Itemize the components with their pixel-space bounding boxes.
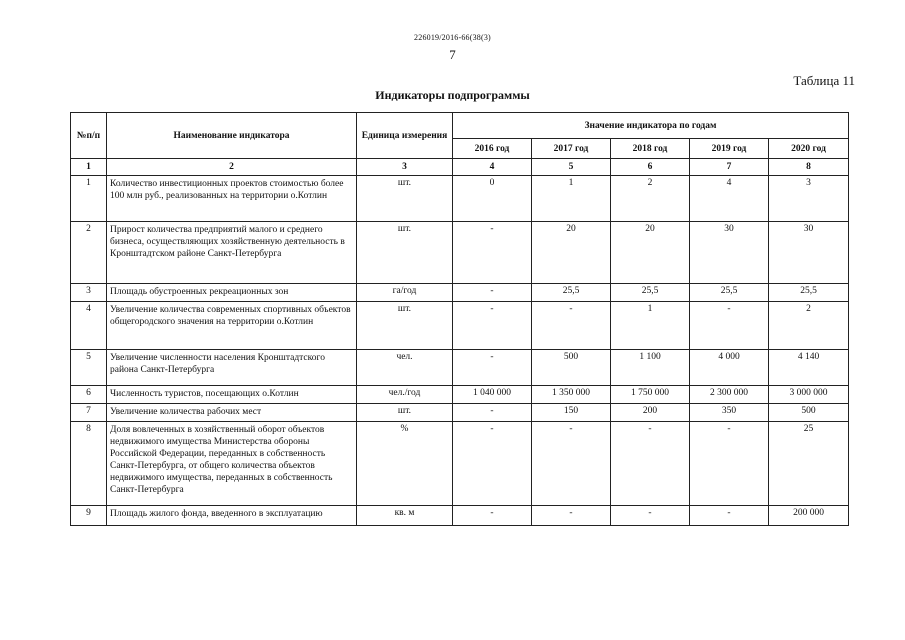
row-num: 2 (71, 222, 107, 284)
header-values-group: Значение индикатора по годам (453, 113, 849, 139)
row-num: 3 (71, 284, 107, 302)
value-cell: 4 000 (690, 350, 769, 386)
indicator-unit: чел. (357, 350, 453, 386)
header-year: 2016 год (453, 139, 532, 159)
value-cell: 2 300 000 (690, 386, 769, 404)
value-cell: - (611, 506, 690, 526)
indicator-name: Площадь жилого фонда, введенного в эксплуатацию (107, 506, 357, 526)
page-number: 7 (449, 47, 456, 62)
value-cell: 500 (769, 404, 849, 422)
value-cell: 1 (532, 176, 611, 222)
table-row (71, 284, 849, 302)
indicator-name: Доля вовлеченных в хозяйственный оборот объектов недвижимого имущества Министерства обороны Российской Федерации, переданных в собственность Санкт-Петербурга, от общего количества объектов недвижимого имущества, переданных в собственность Санкт-Петербурга (107, 422, 357, 506)
value-cell: 1 750 000 (611, 386, 690, 404)
value-cell: 25,5 (769, 284, 849, 302)
value-cell: 2 (769, 302, 849, 350)
row-num: 5 (71, 350, 107, 386)
column-index-row (71, 159, 849, 176)
table-row (71, 422, 849, 506)
indicator-name: Численность туристов, посещающих о.Котлин (107, 386, 357, 404)
value-cell: 1 (611, 302, 690, 350)
value-cell: - (690, 302, 769, 350)
header-unit: Единица измерения (357, 113, 453, 159)
indicator-name: Площадь обустроенных рекреационных зон (107, 284, 357, 302)
header-year: 2018 год (611, 139, 690, 159)
value-cell: - (453, 422, 532, 506)
indicator-unit: шт. (357, 302, 453, 350)
value-cell: 20 (532, 222, 611, 284)
table-label: Таблица 11 (793, 73, 855, 88)
value-cell: - (690, 422, 769, 506)
table-row (71, 404, 849, 422)
index-cell: 4 (453, 159, 532, 176)
table-row (71, 386, 849, 404)
indicator-unit: га/год (357, 284, 453, 302)
indicator-unit: кв. м (357, 506, 453, 526)
value-cell: - (453, 284, 532, 302)
indicator-name: Увеличение численности населения Кронштадтского района Санкт-Петербурга (107, 350, 357, 386)
header-year: 2017 год (532, 139, 611, 159)
indicator-unit: % (357, 422, 453, 506)
indicator-name: Увеличение количества рабочих мест (107, 404, 357, 422)
indicators-table (70, 112, 849, 526)
value-cell: - (453, 506, 532, 526)
index-cell: 6 (611, 159, 690, 176)
header-year: 2020 год (769, 139, 849, 159)
index-cell: 1 (71, 159, 107, 176)
value-cell: 3 000 000 (769, 386, 849, 404)
index-cell: 8 (769, 159, 849, 176)
row-num: 1 (71, 176, 107, 222)
index-cell: 5 (532, 159, 611, 176)
indicator-name: Увеличение количества современных спортивных объектов общегородского значения на территории о.Котлин (107, 302, 357, 350)
value-cell: 4 (690, 176, 769, 222)
value-cell: - (690, 506, 769, 526)
value-cell: - (611, 422, 690, 506)
page-title: Индикаторы подпрограммы (375, 88, 530, 102)
row-num: 4 (71, 302, 107, 350)
table-row (71, 506, 849, 526)
value-cell: 25,5 (690, 284, 769, 302)
value-cell: 25 (769, 422, 849, 506)
table-row (71, 302, 849, 350)
value-cell: 200 (611, 404, 690, 422)
header-num: №п/п (71, 113, 107, 159)
value-cell: 1 100 (611, 350, 690, 386)
value-cell: 0 (453, 176, 532, 222)
table-row (71, 176, 849, 222)
value-cell: - (453, 404, 532, 422)
value-cell: - (532, 422, 611, 506)
index-cell: 2 (107, 159, 357, 176)
header-name: Наименование индикатора (107, 113, 357, 159)
value-cell: 30 (769, 222, 849, 284)
indicator-unit: шт. (357, 404, 453, 422)
value-cell: 20 (611, 222, 690, 284)
indicator-name: Количество инвестиционных проектов стоимостью более 100 млн руб., реализованных на территории о.Котлин (107, 176, 357, 222)
value-cell: - (453, 302, 532, 350)
row-num: 6 (71, 386, 107, 404)
row-num: 8 (71, 422, 107, 506)
indicator-unit: шт. (357, 176, 453, 222)
document-code: 226019/2016-66(38(3) (414, 33, 491, 42)
value-cell: 30 (690, 222, 769, 284)
row-num: 7 (71, 404, 107, 422)
value-cell: - (453, 222, 532, 284)
value-cell: 2 (611, 176, 690, 222)
indicator-unit: чел./год (357, 386, 453, 404)
value-cell: - (453, 350, 532, 386)
row-num: 9 (71, 506, 107, 526)
table-row (71, 222, 849, 284)
value-cell: 1 350 000 (532, 386, 611, 404)
index-cell: 3 (357, 159, 453, 176)
value-cell: 1 040 000 (453, 386, 532, 404)
header-year: 2019 год (690, 139, 769, 159)
table-row (71, 350, 849, 386)
value-cell: 25,5 (611, 284, 690, 302)
value-cell: 4 140 (769, 350, 849, 386)
value-cell: 500 (532, 350, 611, 386)
indicator-unit: шт. (357, 222, 453, 284)
value-cell: 150 (532, 404, 611, 422)
value-cell: 25,5 (532, 284, 611, 302)
index-cell: 7 (690, 159, 769, 176)
indicator-name: Прирост количества предприятий малого и среднего бизнеса, осуществляющих хозяйственную деятельность в Кронштадтском районе Санкт-Петербурга (107, 222, 357, 284)
value-cell: 200 000 (769, 506, 849, 526)
value-cell: - (532, 506, 611, 526)
value-cell: 350 (690, 404, 769, 422)
value-cell: 3 (769, 176, 849, 222)
value-cell: - (532, 302, 611, 350)
